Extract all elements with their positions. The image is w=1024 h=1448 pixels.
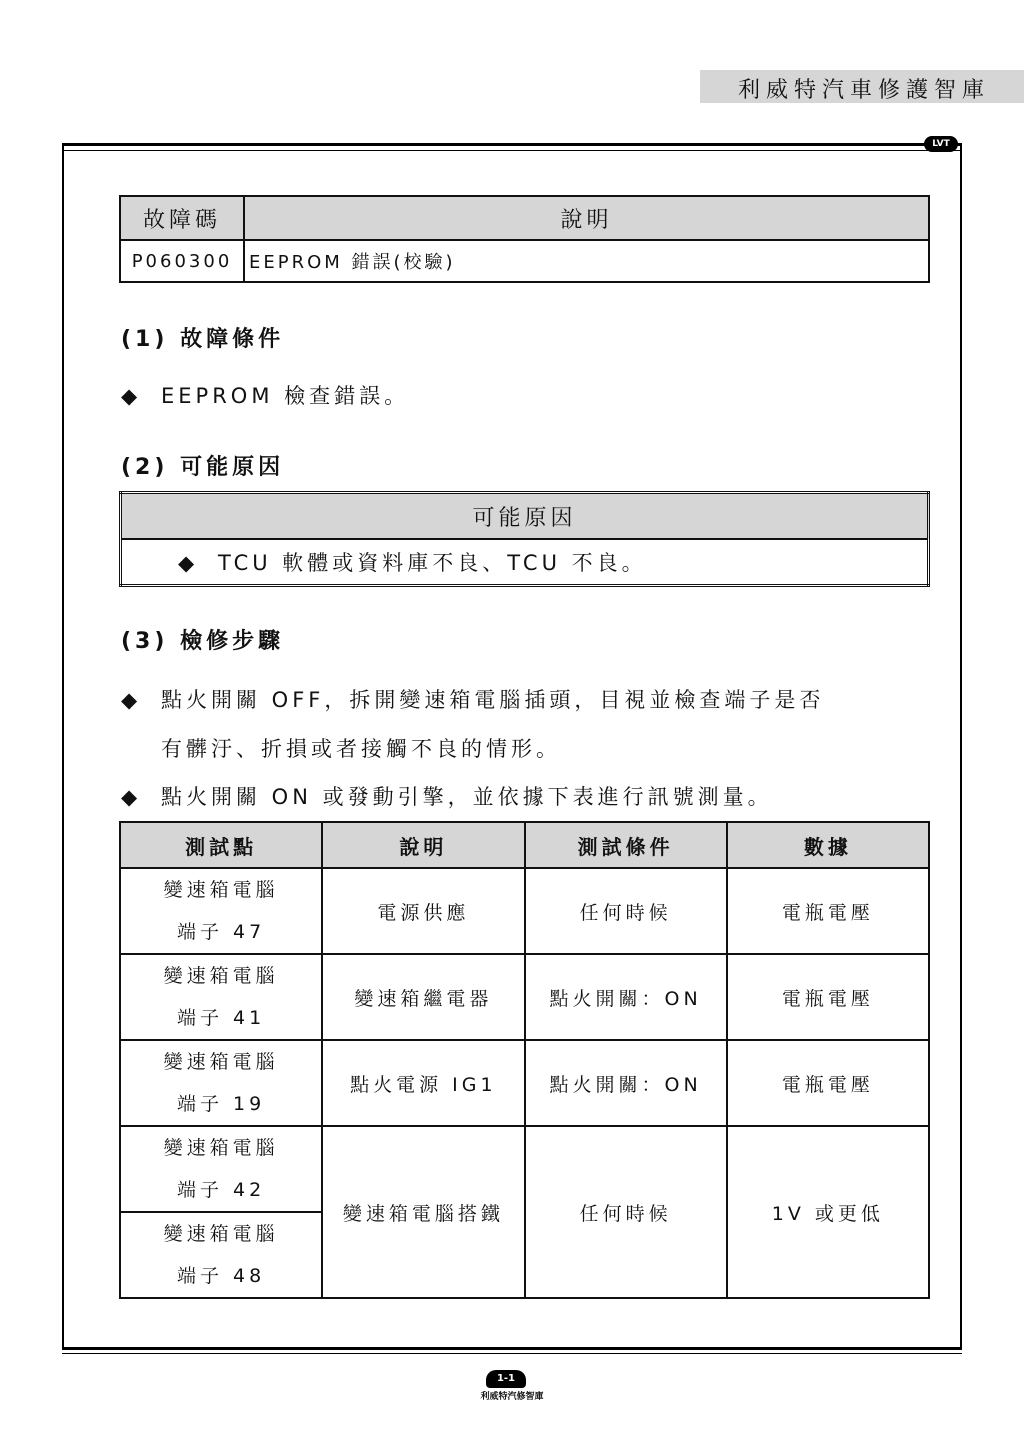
fault-code: P060300 — [120, 240, 244, 282]
col-header-condition: 測試條件 — [525, 822, 727, 868]
test-value: 1V 或更低 — [727, 1126, 929, 1298]
page-number: 1-1 — [486, 1370, 526, 1388]
table-row — [120, 1040, 929, 1126]
cause-table-header: 可能原因 — [121, 493, 929, 540]
test-point — [120, 1212, 322, 1298]
test-table — [119, 821, 930, 1299]
footer-caption: 利威特汽修智庫 — [480, 1392, 544, 1402]
cause-text: TCU 軟體或資料庫不良、TCU 不良。 — [218, 551, 647, 575]
test-condition: 任何時候 — [525, 868, 727, 954]
test-point — [120, 954, 322, 1040]
test-value: 電瓶電壓 — [727, 1040, 929, 1126]
col-header-desc: 說明 — [244, 196, 929, 240]
test-point-line1: 變速箱電腦 — [163, 1051, 279, 1073]
section3-bullet1 — [121, 684, 824, 714]
test-point-line2: 端子 48 — [177, 1265, 266, 1287]
test-point — [120, 1040, 322, 1126]
col-header-desc: 說明 — [322, 822, 524, 868]
frame-bottom-rule — [62, 1347, 962, 1350]
test-point-line2: 端子 42 — [177, 1179, 266, 1201]
col-header-code: 故障碼 — [120, 196, 244, 240]
test-point-line1: 變速箱電腦 — [163, 879, 279, 901]
diamond-icon: ◆ — [121, 785, 142, 809]
diamond-icon: ◆ — [121, 688, 142, 712]
test-point-line2: 端子 47 — [177, 921, 266, 943]
section3-bullet1-line2: 有髒汙、折損或者接觸不良的情形。 — [161, 737, 561, 761]
test-point — [120, 868, 322, 954]
test-desc: 變速箱電腦搭鐵 — [322, 1126, 524, 1298]
col-header-value: 數據 — [727, 822, 929, 868]
test-value: 電瓶電壓 — [727, 954, 929, 1040]
test-point — [120, 1126, 322, 1212]
diamond-icon: ◆ — [178, 551, 199, 575]
brand-title: 利威特汽車修護智庫 — [737, 78, 990, 103]
table-row — [120, 1126, 929, 1212]
cause-table-item — [121, 539, 929, 586]
table-row — [120, 868, 929, 954]
test-value: 電瓶電壓 — [727, 868, 929, 954]
test-point-line1: 變速箱電腦 — [163, 965, 279, 987]
section1-title: (1) 故障條件 — [121, 327, 285, 352]
section1-bullet-text: EEPROM 檢查錯誤。 — [161, 384, 410, 408]
table-row — [120, 954, 929, 1040]
test-point-line1: 變速箱電腦 — [163, 1223, 279, 1245]
section2-title: (2) 可能原因 — [121, 455, 285, 480]
brand-bar — [700, 70, 1024, 103]
section3-bullet2-text: 點火開關 ON 或發動引擎，並依據下表進行訊號測量。 — [161, 785, 773, 809]
section3-title: (3) 檢修步驟 — [121, 629, 285, 654]
section1-bullet — [121, 380, 409, 410]
test-desc: 變速箱繼電器 — [322, 954, 524, 1040]
test-point-line2: 端子 41 — [177, 1007, 266, 1029]
test-condition: 任何時候 — [525, 1126, 727, 1298]
test-condition: 點火開關：ON — [525, 954, 727, 1040]
test-point-line2: 端子 19 — [177, 1093, 266, 1115]
fault-code-table — [119, 195, 930, 283]
frame-bottom-rule-thin — [62, 1353, 962, 1354]
test-desc: 電源供應 — [322, 868, 524, 954]
test-condition: 點火開關：ON — [525, 1040, 727, 1126]
lvt-logo-icon: LVT — [924, 136, 958, 152]
cause-table — [119, 491, 930, 587]
section3-bullet1-line1: 點火開關 OFF，拆開變速箱電腦插頭，目視並檢查端子是否 — [161, 688, 825, 712]
fault-desc: EEPROM 錯誤(校驗) — [244, 240, 929, 282]
section3-bullet2 — [121, 781, 773, 811]
diamond-icon: ◆ — [121, 384, 142, 408]
test-desc: 點火電源 IG1 — [322, 1040, 524, 1126]
test-point-line1: 變速箱電腦 — [163, 1137, 279, 1159]
col-header-point: 測試點 — [120, 822, 322, 868]
